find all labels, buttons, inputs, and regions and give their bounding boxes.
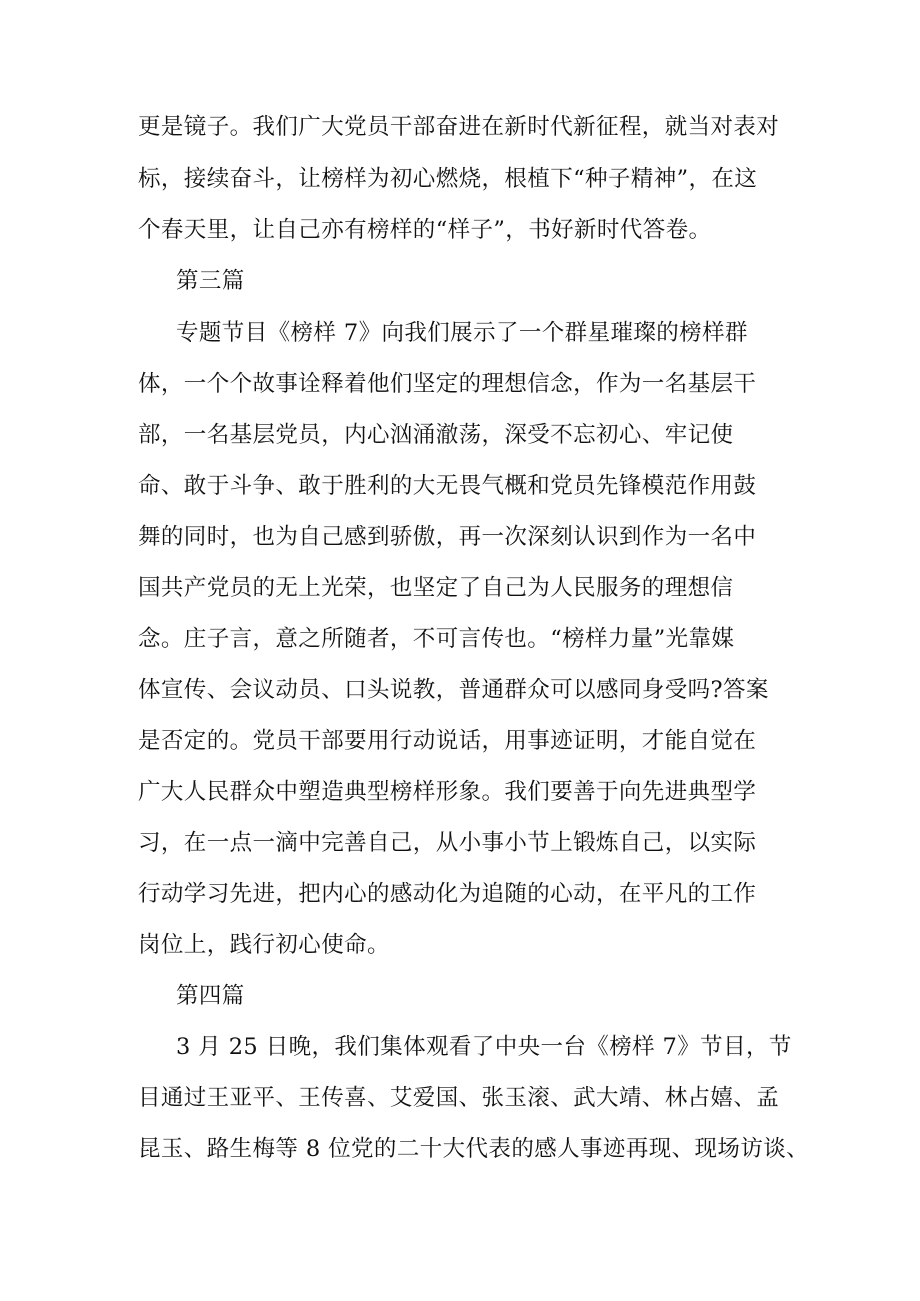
- intro-line-1: 更是镜子。我们广大党员干部奋进在新时代新征程，就当对表对: [138, 114, 780, 140]
- section-three-line-3: 部，一名基层党员，内心汹涌澈荡，深受不忘初心、牢记使: [138, 422, 734, 448]
- section-three-line-13: 岗位上，践行初心使命。: [138, 932, 390, 958]
- section-three-line-11: 习，在一点一滴中完善自己，从小事小节上锻炼自己，以实际: [138, 830, 757, 856]
- section-three-line-2: 体，一个个故事诠释着他们坚定的理想信念，作为一名基层干: [138, 371, 757, 397]
- section-three-line-7: 念。庄子言，意之所随者，不可言传也。“榜样力量”光靠媒: [138, 626, 735, 652]
- section-three-line-9: 是否定的。党员干部要用行动说话，用事迹证明，才能自觉在: [138, 728, 757, 754]
- section-three-line-12: 行动学习先进，把内心的感动化为追随的心动，在平凡的工作: [138, 881, 757, 907]
- section-three-line-1: 专题节目《榜样 7》向我们展示了一个群星璀璨的榜样群: [176, 320, 748, 346]
- section-three-line-4: 命、敢于斗争、敢于胜利的大无畏气概和党员先锋模范作用鼓: [138, 473, 757, 499]
- section-three-heading: 第三篇: [176, 268, 245, 294]
- intro-line-2: 标，接续奋斗，让榜样为初心燃烧，根植下“种子精神”，在这: [138, 166, 758, 192]
- section-four-heading: 第四篇: [176, 983, 245, 1009]
- intro-line-3: 个春天里，让自己亦有榜样的“样子”，书好新时代答卷。: [138, 217, 712, 243]
- section-four-line-3: 昆玉、路生梅等 8 位党的二十大代表的感人事迹再现、现场访谈、: [138, 1136, 810, 1162]
- section-three-line-8: 体宣传、会议动员、口头说教，普通群众可以感同身受吗?答案: [138, 677, 769, 703]
- section-three-line-10: 广大人民群众中塑造典型榜样形象。我们要善于向先进典型学: [138, 779, 757, 805]
- section-three-line-5: 舞的同时，也为自己感到骄傲，再一次深刻认识到作为一名中: [138, 524, 757, 550]
- section-four-line-1: 3 月 25 日晚，我们集体观看了中央一台《榜样 7》节目，节: [176, 1034, 792, 1060]
- section-four-line-2: 目通过王亚平、王传喜、艾爱国、张玉滚、武大靖、林占嬉、孟: [138, 1085, 780, 1111]
- section-three-line-6: 国共产党员的无上光荣，也坚定了自己为人民服务的理想信: [138, 575, 734, 601]
